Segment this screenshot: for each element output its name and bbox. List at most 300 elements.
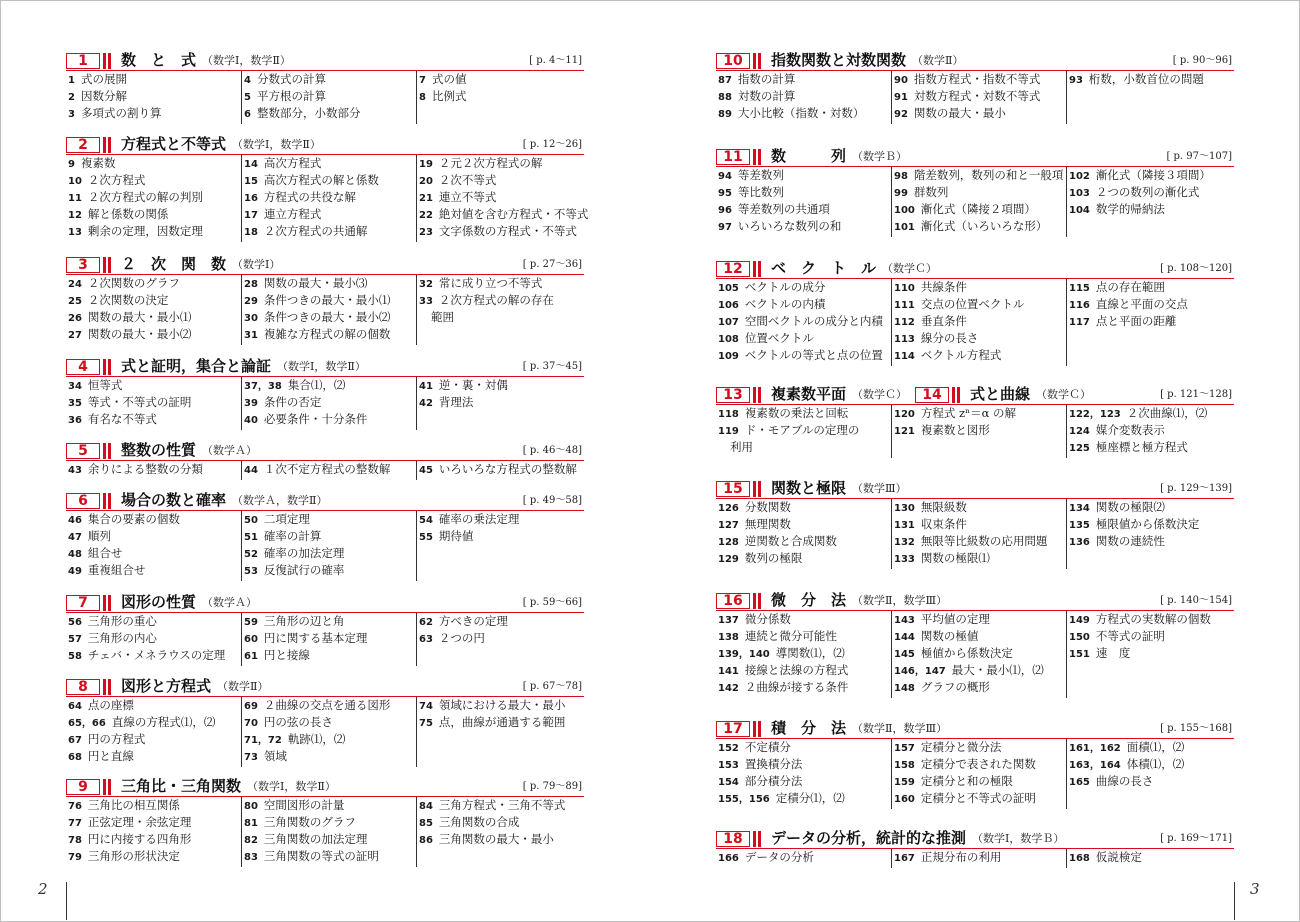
topic-title: 置換積分法: [744, 757, 803, 771]
topic-item: [66, 189, 238, 206]
topic-number: 121: [894, 426, 915, 437]
topic-title: 条件つきの最大・最小⑵: [263, 310, 391, 324]
chapter-subject: （数学Ａ，数学Ⅱ）: [232, 494, 328, 507]
chapter-title: 積 分 法: [771, 719, 847, 737]
topic-item: [716, 296, 888, 313]
chapter-header: [716, 52, 1234, 71]
topic-item: [892, 330, 1064, 347]
topic-number: 67: [68, 735, 82, 746]
chapter-3: [66, 256, 584, 345]
topic-number: 109: [718, 351, 739, 362]
chapter-topics: [716, 499, 1234, 569]
topic-title: 交点の位置ベクトル: [920, 297, 1025, 311]
topic-number: 106: [718, 300, 739, 311]
topic-item: [417, 528, 589, 545]
topic-number: 10: [68, 176, 82, 187]
topic-number: 108: [718, 334, 739, 345]
topic-number: 149: [1069, 615, 1090, 626]
topic-column: [416, 797, 589, 867]
chapter-header: [66, 442, 584, 461]
topic-column: [416, 461, 589, 480]
topic-title: 領域: [263, 749, 287, 763]
chapter-page-range: [ p. 27～36]: [522, 259, 582, 270]
topic-title: 方程式 zⁿ＝α の解: [920, 406, 1016, 420]
chapter-page-range: [ p. 79～89]: [522, 781, 582, 792]
topic-item: [892, 218, 1064, 235]
chapter-subject: （数学Ⅱ）: [912, 54, 964, 67]
topic-title: 等式・不等式の証明: [87, 395, 192, 409]
topic-number: 113: [894, 334, 915, 345]
topic-title: 収束条件: [920, 517, 967, 531]
chapter-16: [716, 592, 1234, 698]
topic-title: 常に成り立つ不等式: [438, 276, 543, 290]
topic-title: 極値から係数決定: [920, 646, 1013, 660]
topic-number: 104: [1069, 205, 1090, 216]
chapter-17: [716, 720, 1234, 809]
topic-number: 103: [1069, 188, 1090, 199]
topic-title: 組合せ: [87, 546, 123, 560]
topic-item: [66, 797, 238, 814]
topic-title: 定積分⑴，⑵: [775, 791, 845, 805]
topic-title: 媒介変数表示: [1095, 423, 1165, 437]
topic-number: 83: [244, 852, 258, 863]
chapter-page-range: [ p. 121～128]: [1160, 389, 1232, 400]
topic-column: [1066, 279, 1239, 366]
topic-number: 14: [244, 159, 258, 170]
topic-number: 50: [244, 515, 258, 526]
topic-item: [66, 223, 238, 240]
topic-number: 45: [419, 465, 433, 476]
topic-number: 120: [894, 409, 915, 420]
chapter-title: 複素数平面: [771, 385, 847, 403]
topic-title: 三角形の重心: [87, 614, 157, 628]
topic-title: 順列: [87, 529, 111, 543]
chapter-page-range: [ p. 97～107]: [1166, 151, 1232, 162]
topic-column: [241, 797, 414, 867]
chapter-15: [716, 480, 1234, 569]
topic-number: 135: [1069, 520, 1090, 531]
chapter-subject: （数学Ⅰ）: [232, 258, 281, 271]
chapter-topics: [716, 405, 1234, 458]
chapter-title: 図形と方程式: [121, 677, 212, 695]
topic-item: [242, 172, 414, 189]
topic-title: 確率の計算: [263, 529, 322, 543]
topic-title: 円に内接する四角形: [87, 832, 192, 846]
chapter-page-range: [ p. 12～26]: [522, 139, 582, 150]
chapter-header: [66, 778, 584, 797]
topic-number: 139，140: [718, 649, 770, 660]
topic-title: 連立不等式: [438, 190, 497, 204]
topic-item: [716, 313, 888, 330]
topic-title: 高次方程式の解と係数: [263, 173, 379, 187]
topic-title: １次不定方程式の整数解: [263, 462, 391, 476]
topic-item: [716, 849, 888, 866]
topic-title: 円の方程式: [87, 732, 146, 746]
topic-title: 共線条件: [920, 280, 967, 294]
topic-title: 式の値: [431, 72, 467, 86]
topic-number: 80: [244, 801, 258, 812]
topic-item: [892, 849, 1064, 866]
topic-title: 円と接線: [263, 648, 310, 662]
topic-title: 漸化式（隣接３項間）: [1095, 168, 1211, 182]
topic-item: [417, 189, 589, 206]
topic-number: 155，156: [718, 794, 770, 805]
topic-title: 逆関数と合成関数: [744, 534, 837, 548]
topic-number: 7: [419, 75, 426, 86]
topic-number: 43: [68, 465, 82, 476]
chapter-header: [716, 480, 1234, 499]
topic-item: [892, 167, 1064, 184]
topic-number: 77: [68, 818, 82, 829]
topic-item: [66, 377, 238, 394]
topic-column: [416, 275, 589, 345]
topic-number: 148: [894, 683, 915, 694]
chapter-bars-decoration: [753, 387, 762, 403]
topic-number: 48: [68, 549, 82, 560]
topic-title: 二項定理: [263, 512, 310, 526]
topic-item: [892, 499, 1064, 516]
topic-title: 三角形の辺と角: [263, 614, 345, 628]
topic-title: 微分係数: [744, 612, 791, 626]
topic-item: [417, 206, 589, 223]
chapter-header: [716, 720, 1234, 739]
topic-title: 分数式の計算: [256, 72, 326, 86]
chapter-page-range: [ p. 67～78]: [522, 681, 582, 692]
topic-number: 114: [894, 351, 915, 362]
chapter-number-2: 14: [915, 387, 949, 403]
topic-item: [1067, 849, 1239, 866]
left-folio-rule: [66, 882, 67, 920]
topic-item: [892, 184, 1064, 201]
topic-column: [716, 739, 888, 809]
topic-item: [66, 309, 238, 326]
topic-title: 式の展開: [80, 72, 127, 86]
chapter-title: データの分析，統計的な推測: [771, 829, 967, 847]
topic-item: [1067, 739, 1239, 756]
chapter-header: [66, 678, 584, 697]
chapter-subject-2: （数学Ｃ）: [1036, 388, 1091, 401]
topic-number: 88: [718, 92, 732, 103]
topic-item: [1067, 533, 1239, 550]
topic-title: 位置ベクトル: [744, 331, 814, 345]
chapter-title: ２ 次 関 数: [121, 255, 227, 273]
topic-number: 60: [244, 634, 258, 645]
topic-number: 24: [68, 279, 82, 290]
topic-item: [892, 628, 1064, 645]
chapter-bars-decoration: [753, 53, 762, 69]
chapter-8: [66, 678, 584, 767]
topic-number: 82: [244, 835, 258, 846]
topic-title: 仮説検定: [1095, 850, 1142, 864]
topic-number: 5: [244, 92, 251, 103]
topic-column: [1066, 499, 1239, 569]
topic-title: 逆・裏・対偶: [438, 378, 508, 392]
topic-title: 三角形の内心: [87, 631, 157, 645]
topic-title: 点の座標: [87, 698, 134, 712]
topic-item: [1067, 279, 1239, 296]
topic-column: [416, 71, 589, 124]
chapter-number: 8: [66, 679, 100, 695]
topic-number: 95: [718, 188, 732, 199]
topic-title: 極座標と極方程式: [1095, 440, 1188, 454]
chapter-subject: （数学Ⅱ）: [217, 680, 269, 693]
topic-item: [716, 201, 888, 218]
topic-number: 11: [68, 193, 82, 204]
chapter-12: [716, 260, 1234, 366]
topic-title: 反復試行の確率: [263, 563, 345, 577]
topic-number: 62: [419, 617, 433, 628]
topic-number: 166: [718, 853, 739, 864]
topic-title: 関数の最大・最小⑴: [87, 310, 192, 324]
topic-item: [66, 748, 238, 765]
topic-column: [416, 377, 589, 430]
topic-number: 118: [718, 409, 739, 420]
topic-title: 複素数: [80, 156, 116, 170]
topic-column: [66, 275, 238, 345]
topic-title: 三角関数の等式の証明: [263, 849, 379, 863]
topic-item: [892, 279, 1064, 296]
topic-number: 33: [419, 296, 433, 307]
chapter-title: 方程式と不等式: [121, 135, 227, 153]
chapter-subject: （数学Ⅱ，数学Ⅲ）: [852, 594, 948, 607]
topic-column: [416, 511, 589, 581]
topic-item: [1067, 756, 1239, 773]
topic-item: [892, 88, 1064, 105]
topic-item: [1067, 167, 1239, 184]
chapter-page-range: [ p. 49～58]: [522, 495, 582, 506]
topic-number: 63: [419, 634, 433, 645]
topic-number: 44: [244, 465, 258, 476]
chapter-6: [66, 492, 584, 581]
topic-title: 定積分と和の極限: [920, 774, 1013, 788]
topic-number: 161，162: [1069, 743, 1121, 754]
topic-title: 関数の極限⑴: [920, 551, 990, 565]
chapter-number: 5: [66, 443, 100, 459]
topic-title: ２次方程式の共通解: [263, 224, 368, 238]
chapter-title-2: 式と曲線: [970, 385, 1031, 403]
chapter-number: 3: [66, 257, 100, 273]
topic-number: 15: [244, 176, 258, 187]
topic-title: 必要条件・十分条件: [263, 412, 368, 426]
chapter-header: [716, 260, 1234, 279]
topic-column: [66, 511, 238, 581]
chapter-bars-decoration: [103, 779, 112, 795]
topic-title: ベクトルの成分: [744, 280, 826, 294]
topic-number: 102: [1069, 171, 1090, 182]
chapter-bars-decoration: [753, 593, 762, 609]
topic-number: 31: [244, 330, 258, 341]
topic-number: 87: [718, 75, 732, 86]
topic-number: 126: [718, 503, 739, 514]
topic-item: [66, 814, 238, 831]
topic-number: 79: [68, 852, 82, 863]
topic-title: ２次関数のグラフ: [87, 276, 180, 290]
chapter-topics: [66, 155, 589, 242]
topic-number: 143: [894, 615, 915, 626]
topic-number: 127: [718, 520, 739, 531]
topic-title: 範囲: [431, 310, 454, 324]
topic-item: [66, 562, 238, 579]
topic-item: [242, 292, 414, 309]
topic-item: [66, 461, 238, 478]
topic-item: [66, 88, 238, 105]
topic-number: 57: [68, 634, 82, 645]
topic-item: [1067, 405, 1239, 422]
topic-number: 150: [1069, 632, 1090, 643]
topic-item: [242, 647, 414, 664]
topic-title: 恒等式: [87, 378, 123, 392]
topic-title: いろいろな数列の和: [737, 219, 842, 233]
topic-item: [716, 550, 888, 567]
topic-item: [716, 218, 888, 235]
topic-number: 132: [894, 537, 915, 548]
topic-title: ２つの円: [438, 631, 485, 645]
topic-column: [241, 155, 414, 242]
topic-title: 円の弦の長さ: [263, 715, 333, 729]
topic-title: 直線と平面の交点: [1095, 297, 1188, 311]
topic-title: 無限等比級数の応用問題: [920, 534, 1048, 548]
chapter-topics: [66, 461, 584, 480]
topic-item: [716, 679, 888, 696]
topic-title: 絶対値を含む方程式・不等式: [438, 207, 589, 221]
topic-title: 利用: [730, 440, 753, 454]
topic-number: 129: [718, 554, 739, 565]
topic-title: 三角関数の最大・最小: [438, 832, 554, 846]
topic-item: [242, 748, 414, 765]
topic-item: [716, 790, 888, 807]
topic-column: [716, 405, 888, 458]
topic-title: 剰余の定理，因数定理: [87, 224, 203, 238]
topic-column: [66, 797, 238, 867]
topic-number: 6: [244, 109, 251, 120]
topic-title: 方程式の共役な解: [263, 190, 356, 204]
topic-title: 大小比較（指数・対数）: [737, 106, 865, 120]
topic-item: [417, 697, 589, 714]
topic-number: 90: [894, 75, 908, 86]
chapter-bars-decoration: [753, 721, 762, 737]
topic-item: [892, 756, 1064, 773]
topic-item: [242, 562, 414, 579]
topic-item: [892, 422, 1064, 439]
chapter-header: [66, 256, 584, 275]
chapter-page-range: [ p. 129～139]: [1160, 483, 1232, 494]
chapter-header: [66, 492, 584, 511]
topic-item: [1067, 628, 1239, 645]
chapter-bars-decoration: [103, 53, 112, 69]
topic-item: [1067, 439, 1239, 456]
topic-item: [716, 739, 888, 756]
topic-number: 119: [718, 426, 739, 437]
chapter-title: 場合の数と確率: [121, 491, 227, 509]
chapter-header: [66, 594, 584, 613]
topic-item: [242, 206, 414, 223]
topic-column: [66, 377, 238, 430]
topic-number: 100: [894, 205, 915, 216]
topic-item: [242, 275, 414, 292]
topic-item: [242, 155, 414, 172]
topic-title: 円に関する基本定理: [263, 631, 368, 645]
topic-number: 112: [894, 317, 915, 328]
topic-column: [716, 279, 888, 366]
chapter-topics: [66, 797, 584, 867]
chapter-subject: （数学Ⅰ，数学Ⅱ）: [232, 138, 321, 151]
topic-column: [1066, 611, 1239, 698]
topic-item: [66, 275, 238, 292]
topic-title: ２元２次方程式の解: [438, 156, 543, 170]
topic-column: [241, 613, 414, 666]
topic-column: [416, 697, 589, 767]
topic-title: データの分析: [744, 850, 814, 864]
chapter-number: 1: [66, 53, 100, 69]
topic-number: 98: [894, 171, 908, 182]
topic-item: [242, 411, 414, 428]
topic-title: 関数の極限⑵: [1095, 500, 1165, 514]
topic-number: 17: [244, 210, 258, 221]
topic-title: 指数方程式・指数不等式: [913, 72, 1041, 86]
topic-item: [417, 630, 589, 647]
topic-number: 9: [68, 159, 75, 170]
chapter-5: [66, 442, 584, 480]
topic-item: [66, 714, 238, 731]
topic-number: 76: [68, 801, 82, 812]
topic-title: 指数の計算: [737, 72, 796, 86]
topic-title: 複素数と図形: [920, 423, 990, 437]
topic-title: 群数列: [913, 185, 949, 199]
topic-title: 方程式の実数解の個数: [1095, 612, 1211, 626]
topic-number: 131: [894, 520, 915, 531]
topic-item: [716, 439, 888, 456]
topic-column: [891, 849, 1064, 868]
topic-column: [891, 611, 1064, 698]
topic-number: 94: [718, 171, 732, 182]
topic-title: 導関数⑴，⑵: [775, 646, 845, 660]
topic-column: [241, 697, 414, 767]
topic-title: 軌跡⑴，⑵: [287, 732, 346, 746]
chapter-number: 16: [716, 593, 750, 609]
topic-item: [716, 611, 888, 628]
topic-item: [242, 309, 414, 326]
topic-number: 27: [68, 330, 82, 341]
chapter-2: [66, 135, 589, 242]
topic-column: [66, 71, 238, 124]
topic-title: 等差数列: [737, 168, 784, 182]
topic-number: 3: [68, 109, 75, 120]
right-page-number: 3: [1250, 880, 1260, 898]
topic-number: 78: [68, 835, 82, 846]
topic-number: 40: [244, 415, 258, 426]
topic-number: 30: [244, 313, 258, 324]
topic-title: 不定積分: [744, 740, 791, 754]
topic-item: [892, 105, 1064, 122]
topic-number: 46: [68, 515, 82, 526]
topic-item: [242, 630, 414, 647]
chapter-title: 指数関数と対数関数: [771, 51, 907, 69]
topic-title: 三角形の形状決定: [87, 849, 180, 863]
topic-number: 122，123: [1069, 409, 1121, 420]
chapter-topics: [66, 377, 584, 430]
topic-item: [417, 223, 589, 240]
topic-item: [242, 731, 414, 748]
topic-title: 整数部分，小数部分: [256, 106, 361, 120]
chapter-10: [716, 52, 1234, 124]
topic-title: 三角関数の合成: [438, 815, 520, 829]
topic-item: [66, 545, 238, 562]
chapter-bars-decoration: [103, 137, 112, 153]
topic-item: [242, 105, 414, 122]
topic-number: 91: [894, 92, 908, 103]
topic-column: [241, 275, 414, 345]
topic-column: [891, 499, 1064, 569]
